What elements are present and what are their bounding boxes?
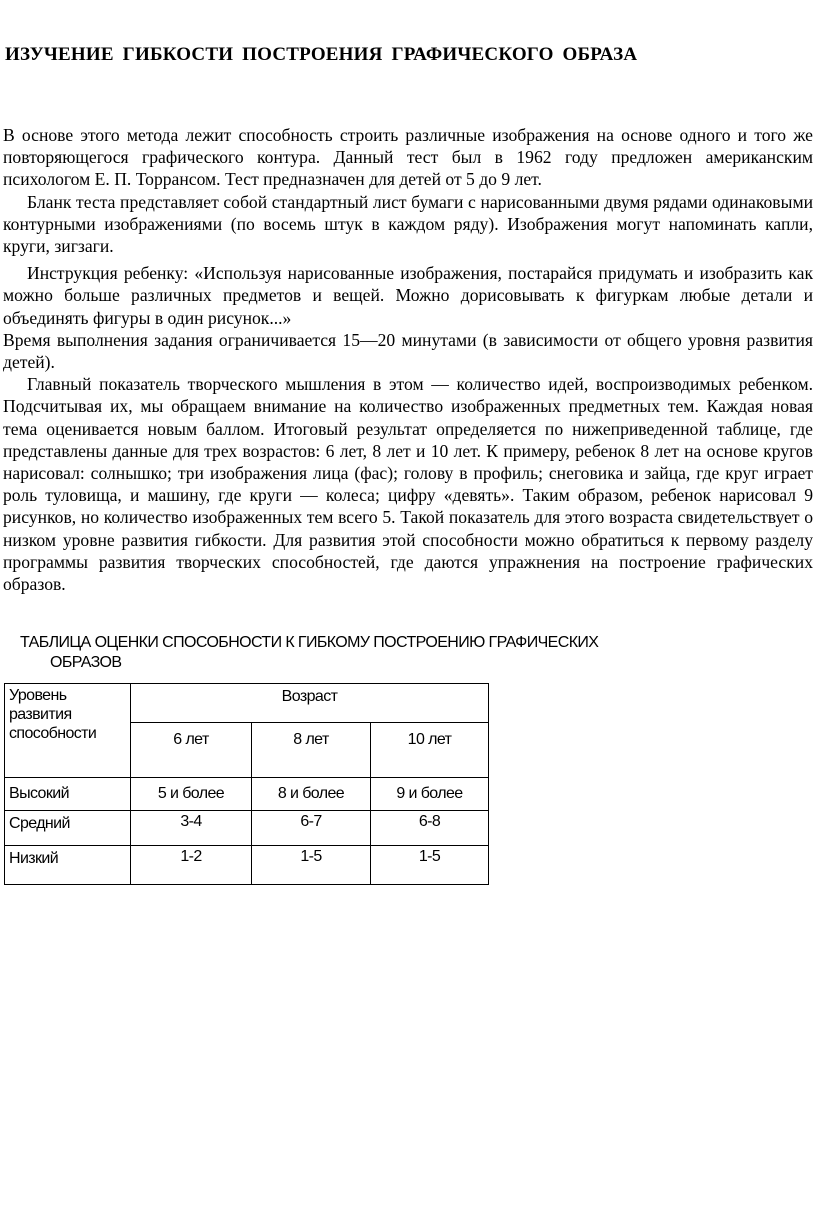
table-row-low [5,846,489,885]
table-title-line-1: ТАБЛИЦА ОЦЕНКИ СПОСОБНОСТИ К ГИБКОМУ ПОСТРОЕНИЮ ГРАФИЧЕСКИХ [20,634,599,651]
value-cell: 9 и более [371,778,489,811]
paragraph-form: Бланк теста представляет собой стандартный лист бумаги с нарисованными двумя рядами одинаковыми контурными изображениями (по восемь штук в каждом ряду). Изображения могут напоминать капли, круги, зигзаги. [3,191,813,257]
paragraph-indicator: Главный показатель творческого мышления в этом — количество идей, воспроизводимых ребенком. Подсчитывая их, мы обращаем внимание на количество изображенных предметных тем. Каждая новая тема оценивается новым баллом. Итоговый результат определяется по нижеприведенной таблице, где представлены данные для трех возрастов: 6 лет, 8 лет и 10 лет. К примеру, ребенок 8 лет на основе кругов нарисовал: солнышко; три изображения лица (фас); голову в профиль; снеговика и зайца, где круг играет роль туловища, и машину, где круги — колеса; цифру «девять». Таким образом, ребенок нарисовал 9 рисунков, но количество изображенных тем всего 5. Такой показатель для этого возраста свидетельствует о низком уровне развития гибкости. Для развития этой способности можно обратиться к первому разделу программы развития творческих способностей, где даются упражнения на построение графических образов. [3,374,813,595]
document-body [3,124,813,595]
value-cell: 6-7 [252,811,371,846]
paragraph-method: В основе этого метода лежит способность строить различные изображения на основе одного и того же повторяющегося графического контура. Данный тест был в 1962 году предложен американским психологом Е. П. Торрансом. Тест предназначен для детей от 5 до 9 лет. [3,125,813,190]
value-cell: 1-5 [371,846,489,885]
age-header-10: 10 лет [371,723,489,778]
document-title: ИЗУЧЕНИЕ ГИБКОСТИ ПОСТРОЕНИЯ ГРАФИЧЕСКОГО ОБРАЗА [5,44,638,65]
age-header-8: 8 лет [252,723,371,778]
value-cell: 5 и более [131,778,252,811]
table-title [20,633,810,673]
value-cell: 1-5 [252,846,371,885]
paragraph-instruction: Инструкция ребенку: «Используя нарисованные изображения, постарайся придумать и изобразить как можно больше различных предметов и вещей. Можно дорисовывать к фигуркам любые детали и объединять фигуры в один рисунок...» [3,263,813,328]
table-row-high [5,778,489,811]
value-cell: 6-8 [371,811,489,846]
level-label-medium: Средний [5,811,131,846]
level-label-high: Высокий [5,778,131,811]
table-header-row [5,684,489,723]
table-row-medium [5,811,489,846]
age-header-6: 6 лет [131,723,252,778]
age-group-header: Возраст [131,684,489,723]
level-header-cell: Уровень развития способности [5,684,131,778]
level-label-low: Низкий [5,846,131,885]
value-cell: 1-2 [131,846,252,885]
paragraph-time: Время выполнения задания ограничивается 15—20 минутами (в зависимости от общего уровня развития детей). [3,329,813,373]
value-cell: 3-4 [131,811,252,846]
table-title-line-2: ОБРАЗОВ [50,654,122,671]
value-cell: 8 и более [252,778,371,811]
assessment-table [4,683,489,885]
